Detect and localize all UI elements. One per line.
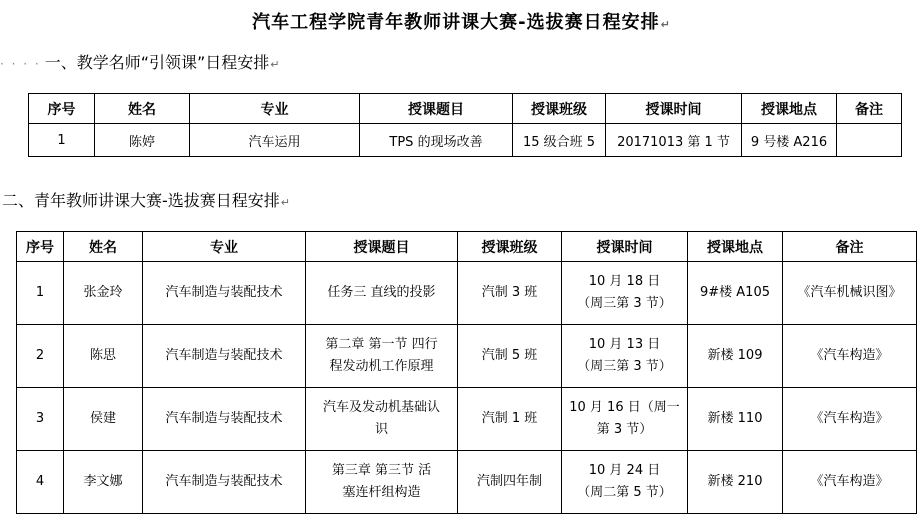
table-row: [17, 262, 917, 325]
section-2-table: [16, 231, 917, 514]
cell-no: 1: [17, 262, 64, 325]
cell-place: 新楼 210: [688, 451, 783, 514]
header-place: 授课地点: [742, 94, 837, 124]
header-name: 姓名: [95, 94, 190, 124]
cell-class: 汽制四年制: [458, 451, 562, 514]
cell-topic: [306, 388, 458, 451]
cell-class: 汽制 1 班: [458, 388, 562, 451]
header-topic: 授课题目: [306, 232, 458, 262]
cell-major: 汽车制造与装配技术: [143, 388, 306, 451]
header-topic: 授课题目: [360, 94, 513, 124]
cell-time: [562, 262, 688, 325]
cell-major: 汽车制造与装配技术: [143, 451, 306, 514]
cell-name: 陈思: [64, 325, 143, 388]
time-line: 10 月 18 日: [588, 274, 661, 289]
cell-major: 汽车运用: [190, 124, 360, 157]
cell-no: 3: [17, 388, 64, 451]
cell-time: 20171013 第 1 节: [606, 124, 742, 157]
cell-place: 9 号楼 A216: [742, 124, 837, 157]
table-row: [29, 124, 902, 157]
table-row: [17, 325, 917, 388]
cell-note: [837, 124, 902, 157]
cell-name: 张金玲: [64, 262, 143, 325]
cell-name: 陈婷: [95, 124, 190, 157]
cell-no: 2: [17, 325, 64, 388]
cell-no: 4: [17, 451, 64, 514]
cell-time: [562, 388, 688, 451]
topic-line: 识: [374, 422, 388, 437]
topic-line: 任务三 直线的投影: [327, 285, 436, 300]
table-row: [17, 388, 917, 451]
time-line: （周三第 3 节）: [577, 359, 672, 374]
header-major: 专业: [190, 94, 360, 124]
cell-topic: [306, 262, 458, 325]
header-time: 授课时间: [562, 232, 688, 262]
header-note: 备注: [837, 94, 902, 124]
table-header-row: [29, 94, 902, 124]
cell-place: 新楼 110: [688, 388, 783, 451]
time-line: 第 3 节）: [596, 422, 653, 437]
cell-note: 《汽车构造》: [783, 388, 917, 451]
topic-line: 塞连杆组构造: [342, 485, 421, 500]
cell-topic: [306, 451, 458, 514]
header-place: 授课地点: [688, 232, 783, 262]
cell-no: 1: [29, 124, 95, 157]
time-line: （周二第 5 节）: [577, 485, 672, 500]
cell-time: [562, 325, 688, 388]
cell-major: 汽车制造与装配技术: [143, 262, 306, 325]
document-title: 汽车工程学院青年教师讲课大赛-选拔赛日程安排↵: [252, 12, 671, 33]
topic-line: 第三章 第三节 活: [331, 463, 432, 478]
cell-topic: [306, 325, 458, 388]
header-class: 授课班级: [513, 94, 606, 124]
header-no: 序号: [17, 232, 64, 262]
section-1-table: [28, 93, 902, 157]
header-name: 姓名: [64, 232, 143, 262]
cell-note: 《汽车构造》: [783, 325, 917, 388]
header-no: 序号: [29, 94, 95, 124]
header-note: 备注: [783, 232, 917, 262]
cell-class: 汽制 5 班: [458, 325, 562, 388]
topic-line: 第二章 第一节 四行: [325, 337, 438, 352]
cell-note: 《汽车机械识图》: [783, 262, 917, 325]
header-class: 授课班级: [458, 232, 562, 262]
time-line: （周三第 3 节）: [577, 296, 672, 311]
cell-class: 15 级合班 5: [513, 124, 606, 157]
topic-line: 汽车及发动机基础认: [322, 400, 440, 415]
cell-place: 9#楼 A105: [688, 262, 783, 325]
time-line: 10 月 16 日（周一: [569, 400, 680, 415]
topic-line: 程发动机工作原理: [329, 359, 434, 374]
cell-class: 汽制 3 班: [458, 262, 562, 325]
cell-name: 李文娜: [64, 451, 143, 514]
time-line: 10 月 13 日: [588, 337, 661, 352]
table-header-row: [17, 232, 917, 262]
header-time: 授课时间: [606, 94, 742, 124]
cell-topic: TPS 的现场改善: [360, 124, 513, 157]
cell-time: [562, 451, 688, 514]
cell-major: 汽车制造与装配技术: [143, 325, 306, 388]
table-row: [17, 451, 917, 514]
cell-name: 侯建: [64, 388, 143, 451]
section-1-heading: · · · · 一、教学名师“引领课”日程安排↵: [0, 53, 280, 72]
cell-place: 新楼 109: [688, 325, 783, 388]
time-line: 10 月 24 日: [588, 463, 661, 478]
header-major: 专业: [143, 232, 306, 262]
section-2-heading: 二、青年教师讲课大赛-选拔赛日程安排↵: [2, 191, 290, 210]
cell-note: 《汽车构造》: [783, 451, 917, 514]
